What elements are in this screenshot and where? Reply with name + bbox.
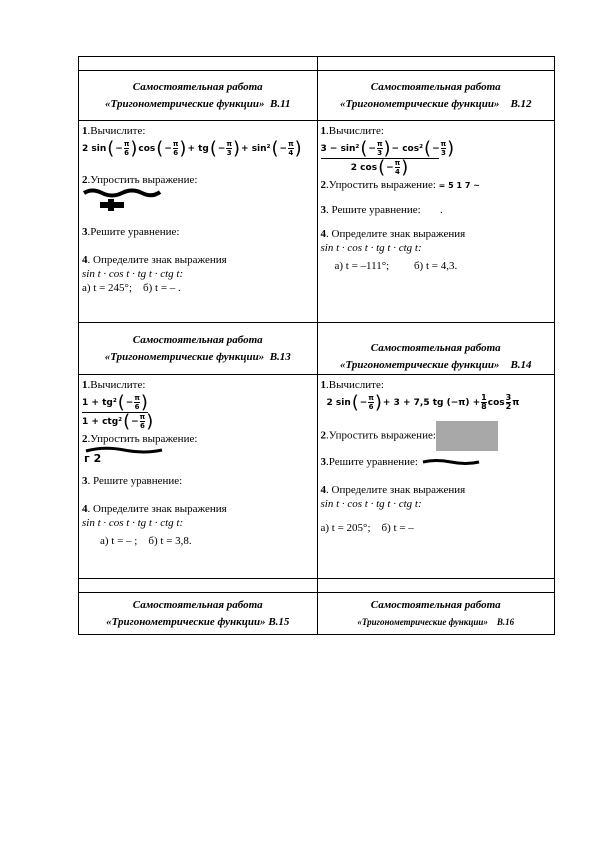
sign-expression: sin t · cos t · tg t · ctg t: xyxy=(82,517,184,529)
task-1: 1.Вычислите: xyxy=(320,125,384,137)
empty-row xyxy=(78,579,555,593)
obscured-expression xyxy=(436,421,498,451)
answers-v14: а) t = 205°; б) t = – xyxy=(320,522,414,534)
header-v16 xyxy=(317,593,555,634)
task-4: 4. Определите знак выражения xyxy=(320,228,466,240)
task-4: 4. Определите знак выражения xyxy=(320,484,466,496)
header-title: Самостоятельная работа xyxy=(132,81,263,93)
header-subtitle: «Тригонометрические функции» В.15 xyxy=(106,616,290,628)
header-subtitle: «Тригонометрические функции» В.13 xyxy=(104,351,291,363)
header-title: Самостоятельная работа xyxy=(370,342,501,354)
header-v13 xyxy=(79,323,317,374)
task-2: 2.Упростить выражение: xyxy=(321,421,553,451)
task-1: 1.Вычислите: xyxy=(82,125,146,137)
header-row xyxy=(78,593,555,635)
header-title: Самостоятельная работа xyxy=(132,599,263,611)
task-2: 2.Упростить выражение: = 5 1 7 ~ xyxy=(320,179,480,191)
tasks-v11 xyxy=(79,121,317,322)
smudged-expression: = 5 1 7 ~ xyxy=(438,181,480,190)
tasks-v14 xyxy=(317,375,555,578)
task-3: 3. Решите уравнение: . xyxy=(320,204,443,216)
tasks-v13 xyxy=(79,375,317,578)
header-title: Самостоятельная работа xyxy=(370,599,501,611)
formula-v12: 3 − sin² ( − $\frac{\pi}{3}$ ) − cos² ( − $\frac{\pi}{3}$ ) 2 cos ( − $\frac{\pi}{4}$ ) xyxy=(320,137,455,178)
variant-label: В.13 xyxy=(269,351,291,363)
smudged-expression: г 2 xyxy=(82,446,315,466)
task-2: 2.Упростить выражение: xyxy=(82,174,198,186)
task-1: 1.Вычислите: xyxy=(82,379,146,391)
task-3: 3.Решите уравнение: xyxy=(321,455,553,469)
variant-label: В.12 xyxy=(510,98,532,110)
tasks-row xyxy=(78,375,555,579)
empty-cell xyxy=(79,57,317,70)
empty-cell xyxy=(317,579,555,592)
variant-label: В.11 xyxy=(270,98,291,110)
variant-label: В.16 xyxy=(496,617,515,627)
task-4: 4. Определите знак выражения xyxy=(82,254,227,266)
smudged-expression xyxy=(421,458,481,466)
header-title: Самостоятельная работа xyxy=(132,334,263,346)
variant-label: В.15 xyxy=(268,616,290,628)
task-3: 3. Решите уравнение: xyxy=(82,475,183,487)
sign-expression: sin t · cos t · tg t · ctg t: xyxy=(320,498,422,510)
formula-v13: 1 + tg² ( − $\frac{\pi}{6}$ ) 1 + ctg² ( − $\frac{\pi}{6}$ ) xyxy=(82,391,154,432)
header-v14 xyxy=(317,323,555,374)
header-row xyxy=(78,71,555,121)
header-v15 xyxy=(79,593,317,634)
task-1: 1.Вычислите: xyxy=(320,379,384,391)
sign-expression: sin t · cos t · tg t · ctg t: xyxy=(82,268,184,280)
header-subtitle: «Тригонометрические функции» В.14 xyxy=(339,359,532,371)
tasks-row xyxy=(78,121,555,323)
empty-row xyxy=(78,56,555,71)
header-subtitle: «Тригонометрические функции» В.11 xyxy=(105,98,291,110)
variant-label: В.14 xyxy=(510,359,532,371)
task-4: 4. Определите знак выражения xyxy=(82,503,227,515)
header-title: Самостоятельная работа xyxy=(370,81,501,93)
formula-v14: 2 sin ( − $\frac{\pi}{6}$ ) + 3 + 7,5 tg (−π) + $\frac{1}{8}$ cos $\frac{3}{2}$ π xyxy=(326,391,520,413)
worksheet-table xyxy=(78,56,555,635)
formula-v11: 2 sin ( − $\frac{\pi}{6}$ ) cos ( − $\frac{\pi}{6}$ ) + tg ( − $\frac{\pi}{3}$ ) + sin² ( − $\frac{\pi}{4}$ ) xyxy=(82,137,302,159)
header-subtitle: «Тригонометрические функции» В.16 xyxy=(357,617,515,627)
header-row xyxy=(78,323,555,375)
header-v11 xyxy=(79,71,317,120)
smudged-expression xyxy=(82,187,162,213)
header-v12 xyxy=(317,71,555,120)
answers-v12: а) t = –111°; б) t = 4,3. xyxy=(334,260,458,272)
task-3: 3.Решите уравнение: xyxy=(82,226,180,238)
empty-cell xyxy=(79,579,317,592)
answers-v11: а) t = 245°; б) t = – . xyxy=(82,282,181,294)
tasks-v12 xyxy=(317,121,555,322)
answers-v13: а) t = – ; б) t = 3,8. xyxy=(100,535,192,547)
sign-expression: sin t · cos t · tg t · ctg t: xyxy=(320,242,422,254)
empty-cell xyxy=(317,57,555,70)
task-2: 2.Упростить выражение: xyxy=(82,433,198,445)
header-subtitle: «Тригонометрические функции» В.12 xyxy=(339,98,532,110)
